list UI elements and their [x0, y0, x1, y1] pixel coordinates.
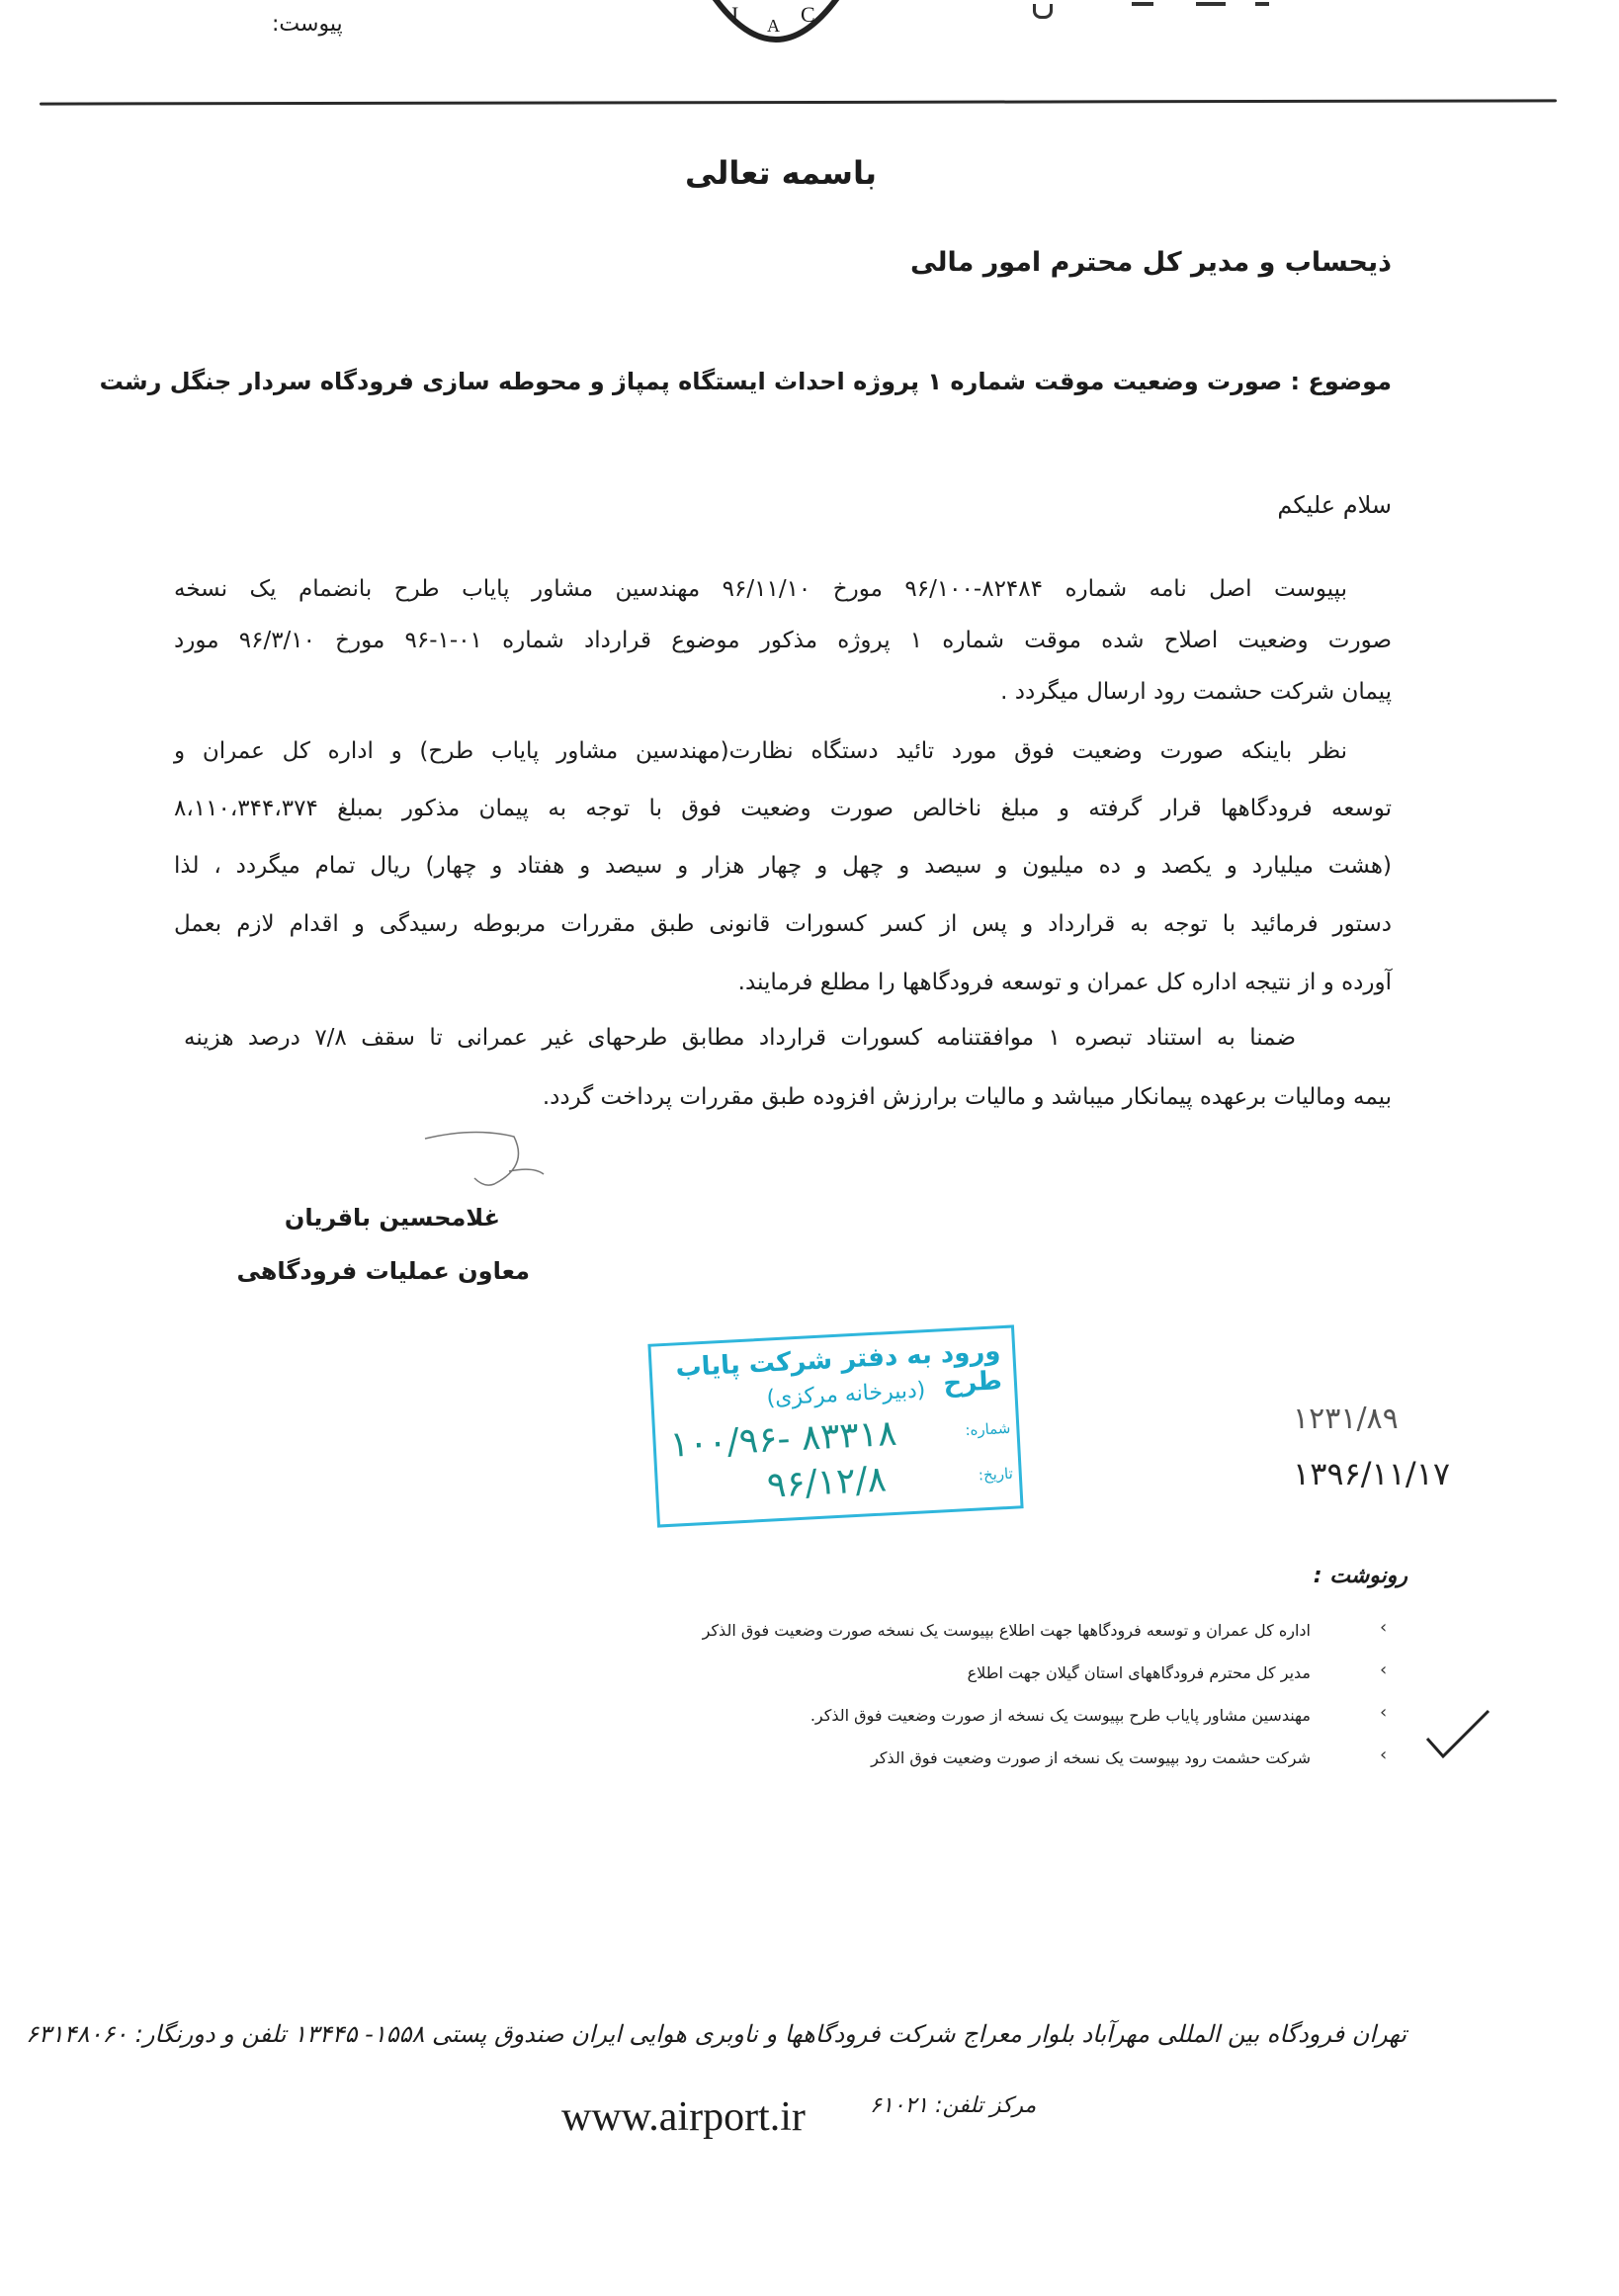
paragraph-1-line: بپیوست اصل نامه شماره ۸۲۴۸۴-۹۶/۱۰۰ مورخ ۹۶/۱۱/۱۰ مهندسین مشاور پایاب طرح بانضمام یک نسخه — [174, 576, 1348, 602]
stamp-line2: (دبیرخانه مرکزی) — [765, 1378, 926, 1411]
paragraph-2-line: آورده و از نتیجه اداره کل عمران و توسعه فرودگاهها را مطلع فرمایند. — [737, 970, 1392, 995]
cc-item: مهندسین مشاور پایاب طرح بپیوست یک نسخه از صورت وضعیت فوق الذکر. — [810, 1706, 1311, 1725]
logo-letter-a: A — [767, 16, 780, 36]
stamp-number: ۱۰۰/۹۶- ۸۳۳۱۸ — [668, 1412, 898, 1466]
page-title: باسمه تعالی — [685, 154, 877, 192]
signature-icon — [415, 1127, 554, 1196]
signature-scribble — [415, 1127, 554, 1200]
cc-item: اداره کل عمران و توسعه فرودگاهها جهت اطلاع بپیوست یک نسخه صورت وضعیت فوق الذکر — [702, 1621, 1311, 1640]
paragraph-3-line: ضمنا به استناد تبصره ۱ موافقتنامه کسورات قرارداد مطابق طرحهای غیر عمرانی تا سقف ۷/۸ درصد هزینه — [184, 1025, 1296, 1051]
cc-bullet-icon: ‹ — [1380, 1702, 1388, 1723]
paragraph-2-line: (هشت میلیارد و یکصد و ده میلیون و سیصد و چهل و چهار هزار و سیصد و هفتاد و چهار) ریال تمام میگردد ، لذا — [174, 853, 1392, 879]
header-fragment — [1033, 0, 1270, 25]
cc-item: مدیر کل محترم فرودگاههای استان گیلان جهت اطلاع — [967, 1663, 1311, 1682]
recipient: ذیحساب و مدیر کل محترم امور مالی — [910, 247, 1392, 278]
logo-letter-i: I — [731, 2, 739, 27]
attachment-label: پیوست: — [272, 12, 343, 37]
iac-logo — [692, 0, 860, 54]
footer-website: www.airport.ir — [561, 2094, 806, 2140]
stamp-number-label: شماره: — [964, 1418, 1011, 1440]
paragraph-1-line: صورت وضعیت اصلاح شده موقت شماره ۱ پروژه مذکور موضوع قرارداد شماره ۰۱-۱-۹۶ مورخ ۹۶/۳/۱۰ مورد — [174, 628, 1392, 653]
checkmark-icon — [1423, 1705, 1492, 1768]
stamp-date: ۹۶/۱۲/۸ — [765, 1459, 888, 1506]
greeting: سلام علیکم — [1277, 491, 1392, 519]
cc-bullet-icon: ‹ — [1380, 1659, 1388, 1680]
paragraph-2-line: توسعه فرودگاهها قرار گرفته و مبلغ ناخالص صورت وضعیت فوق با توجه به پیمان مذکور بمبلغ ۸،۱۱۰،۳۴۴،۳۷۴ — [174, 796, 1392, 821]
subject: موضوع : صورت وضعیت موقت شماره ۱ پروژه احداث ایستگاه پمپاژ و محوطه سازی فرودگاه سردار جنگل رشت — [99, 368, 1392, 395]
cc-bullet-icon: ‹ — [1380, 1617, 1388, 1638]
footer-address: تهران فرودگاه بین المللی مهرآباد بلوار معراج شرکت فرودگاهها و ناوبری هوایی ایران صندوق پستی ۱۵۵۸- ۱۳۴۴۵ تلفن و دورنگار: ۶۳۱۴۸۰۶۰ — [26, 2020, 1406, 2048]
letter-date: ۱۳۹۶/۱۱/۱۷ — [1293, 1455, 1451, 1492]
cc-item: شرکت حشمت رود بپیوست یک نسخه از صورت وضعیت فوق الذکر — [871, 1748, 1311, 1767]
logo-letter-c: C — [801, 2, 815, 27]
received-stamp — [647, 1324, 1023, 1527]
paragraph-3-line: بیمه ومالیات برعهده پیمانکار میباشد و مالیات برارزش افزوده طبق مقررات پرداخت گردد. — [542, 1084, 1392, 1110]
paragraph-1-line: پیمان شرکت حشمت رود ارسال میگردد . — [1000, 679, 1392, 705]
stamp-line1: ورود به دفتر شرکت پایاب طرح — [674, 1336, 1003, 1400]
header-divider — [40, 99, 1557, 105]
cc-label: رونوشت : — [1313, 1564, 1407, 1588]
footer-phone-center: مرکز تلفن: ۶۱۰۲۱ — [870, 2093, 1037, 2118]
signatory-name: غلامحسین باقریان — [284, 1204, 500, 1232]
cc-bullet-icon: ‹ — [1380, 1744, 1388, 1765]
signatory-position: معاون عملیات فرودگاهی — [236, 1257, 530, 1285]
paragraph-2-line: دستور فرمائید با توجه به قرارداد و پس از کسر کسورات قانونی طبق مقررات مربوطه رسیدگی و اقدام لازم بعمل — [174, 911, 1392, 937]
paragraph-2-line: نظر باینکه صورت وضعیت فوق مورد تائید دستگاه نظارت(مهندسین مشاور پایاب طرح) و اداره کل عمران و — [174, 738, 1347, 764]
stamp-date-label: تاریخ: — [978, 1464, 1014, 1485]
letter-number: ۱۲۳۱/۸۹ — [1293, 1402, 1399, 1436]
